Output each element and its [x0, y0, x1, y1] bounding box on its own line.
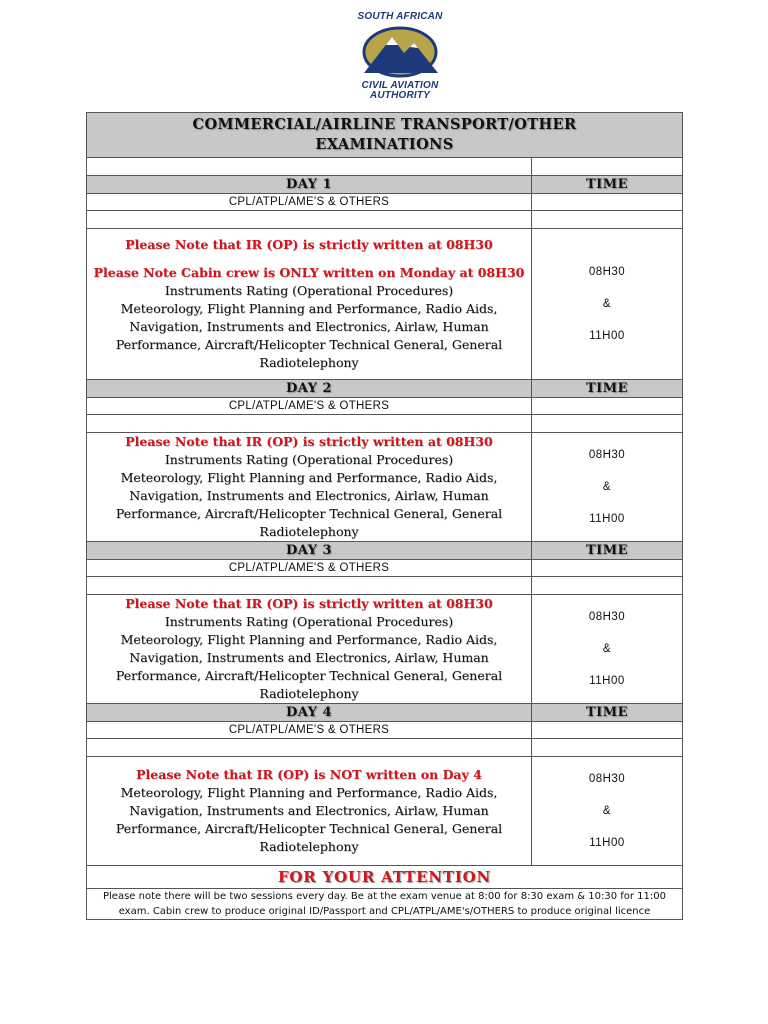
day-1-header: DAY 1	[87, 176, 532, 194]
logo-top-text: SOUTH AFRICAN	[357, 11, 443, 22]
exam-schedule-table	[86, 112, 683, 920]
day-3-time-header: TIME	[532, 542, 683, 560]
logo-bottom-line1: CIVIL AVIATION	[361, 80, 439, 91]
day-3-sub: CPL/ATPL/AME'S & OTHERS	[87, 560, 532, 577]
day-1-sub: CPL/ATPL/AME'S & OTHERS	[87, 194, 532, 211]
sacaa-logo	[340, 12, 460, 104]
page-title: COMMERCIAL/AIRLINE TRANSPORT/OTHER EXAMINATIONS	[87, 113, 683, 158]
day-1-note-ir: Please Note that IR (OP) is strictly written at 08H30	[125, 237, 493, 252]
day-2-time-header: TIME	[532, 380, 683, 398]
day-2-header: DAY 2	[87, 380, 532, 398]
day-4-times: 08H30 & 11H00	[532, 757, 683, 866]
day-2-note-ir: Please Note that IR (OP) is strictly written at 08H30	[125, 434, 493, 449]
day-2-sub: CPL/ATPL/AME'S & OTHERS	[87, 398, 532, 415]
day-2-subjects: Please Note that IR (OP) is strictly written at 08H30 Instruments Rating (Operational Procedures) Meteorology, Flight Planning and Performance, Radio Aids, Navigation, Instruments and Electronics, Airlaw, Human Performance, Aircraft/Helicopter Technical General, General Radiotelephony	[87, 433, 532, 542]
attention-title: FOR YOUR ATTENTION	[87, 866, 683, 889]
day-4-sub: CPL/ATPL/AME'S & OTHERS	[87, 722, 532, 739]
day-4-subjects: Please Note that IR (OP) is NOT written on Day 4 Meteorology, Flight Planning and Performance, Radio Aids, Navigation, Instruments and Electronics, Airlaw, Human Performance, Aircraft/Helicopter Technical General, General Radiotelephony	[87, 757, 532, 866]
day-3-times: 08H30 & 11H00	[532, 595, 683, 704]
day-4-time-header: TIME	[532, 704, 683, 722]
logo-bottom-line2: AUTHORITY	[369, 90, 431, 101]
day-3-header: DAY 3	[87, 542, 532, 560]
attention-text: Please note there will be two sessions every day. Be at the exam venue at 8:00 for 8:30 exam & 10:30 for 11:00 exam. Cabin crew to produce original ID/Passport and CPL/ATPL/AME's/OTHERS to produce original licence	[87, 889, 683, 920]
day-1-times: 08H30 & 11H00	[532, 229, 683, 380]
day-4-note-ir: Please Note that IR (OP) is NOT written on Day 4	[136, 767, 482, 782]
day-2-times: 08H30 & 11H00	[532, 433, 683, 542]
day-3-subjects: Please Note that IR (OP) is strictly written at 08H30 Instruments Rating (Operational Procedures) Meteorology, Flight Planning and Performance, Radio Aids, Navigation, Instruments and Electronics, Airlaw, Human Performance, Aircraft/Helicopter Technical General, General Radiotelephony	[87, 595, 532, 704]
day-3-note-ir: Please Note that IR (OP) is strictly written at 08H30	[125, 596, 493, 611]
day-1-note-cabin: Please Note Cabin crew is ONLY written on Monday at 08H30	[93, 265, 525, 280]
day-1-subjects: Please Note that IR (OP) is strictly written at 08H30 Please Note Cabin crew is ONLY written on Monday at 08H30 Instruments Rating (Operational Procedures) Meteorology, Flight Planning and Performance, Radio Aids, Navigation, Instruments and Electronics, Airlaw, Human Performance, Aircraft/Helicopter Technical General, General Radiotelephony	[87, 229, 532, 380]
day-4-header: DAY 4	[87, 704, 532, 722]
day-1-time-header: TIME	[532, 176, 683, 194]
logo-emblem-icon	[358, 23, 442, 81]
